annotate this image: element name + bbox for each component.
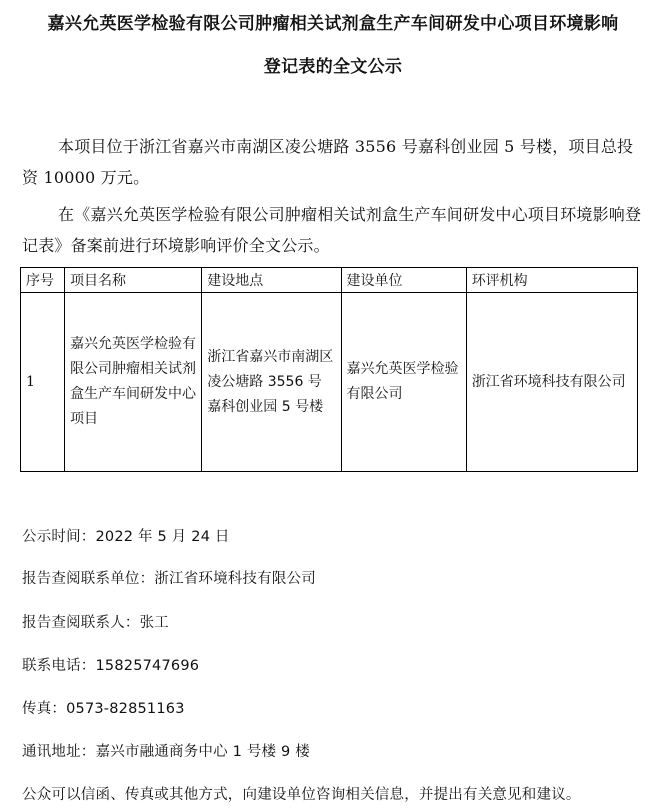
table-row — [21, 293, 638, 472]
header-builder: 建设单位 — [341, 268, 466, 293]
table-header-row — [21, 268, 638, 293]
contact-unit: 报告查阅联系单位：浙江省环境科技有限公司 — [22, 571, 316, 587]
publicity-statement-paragraph: 在《嘉兴允英医学检验有限公司肿瘤相关试剂盒生产车间研发中心项目环境影响登记表》备案前进行环境影响评价全文公示。 — [22, 205, 642, 255]
page-title-line1: 嘉兴允英医学检验有限公司肿瘤相关试剂盒生产车间研发中心项目环境影响 — [47, 14, 619, 34]
contact-person: 报告查阅联系人：张工 — [22, 615, 169, 631]
header-project-name: 项目名称 — [65, 268, 202, 293]
mailing-address: 通讯地址：嘉兴市融通商务中心 1 号楼 9 楼 — [22, 744, 310, 760]
project-location-paragraph: 本项目位于浙江省嘉兴市南湖区凌公塘路 3556 号嘉科创业园 5 号楼，项目总投资 10000 万元。 — [22, 137, 634, 187]
contact-phone: 联系电话：15825747696 — [22, 658, 200, 674]
page-title-line2: 登记表的全文公示 — [263, 57, 403, 77]
header-location: 建设地点 — [202, 268, 341, 293]
cell-location: 浙江省嘉兴市南湖区凌公塘路 3556 号嘉科创业园 5 号楼 — [202, 293, 341, 472]
header-serial: 序号 — [21, 268, 65, 293]
contact-fax: 传真：0573-82851163 — [22, 701, 185, 717]
publish-time: 公示时间：2022 年 5 月 24 日 — [22, 529, 230, 545]
project-table — [20, 267, 638, 472]
cell-serial: 1 — [21, 293, 65, 472]
cell-eia-agency: 浙江省环境科技有限公司 — [466, 293, 637, 472]
header-eia-agency: 环评机构 — [466, 268, 637, 293]
cell-project-name: 嘉兴允英医学检验有限公司肿瘤相关试剂盒生产车间研发中心项目 — [65, 293, 202, 472]
public-notice: 公众可以信函、传真或其他方式，向建设单位咨询相关信息，并提出有关意见和建议。 — [22, 787, 581, 803]
cell-builder: 嘉兴允英医学检验有限公司 — [341, 293, 466, 472]
